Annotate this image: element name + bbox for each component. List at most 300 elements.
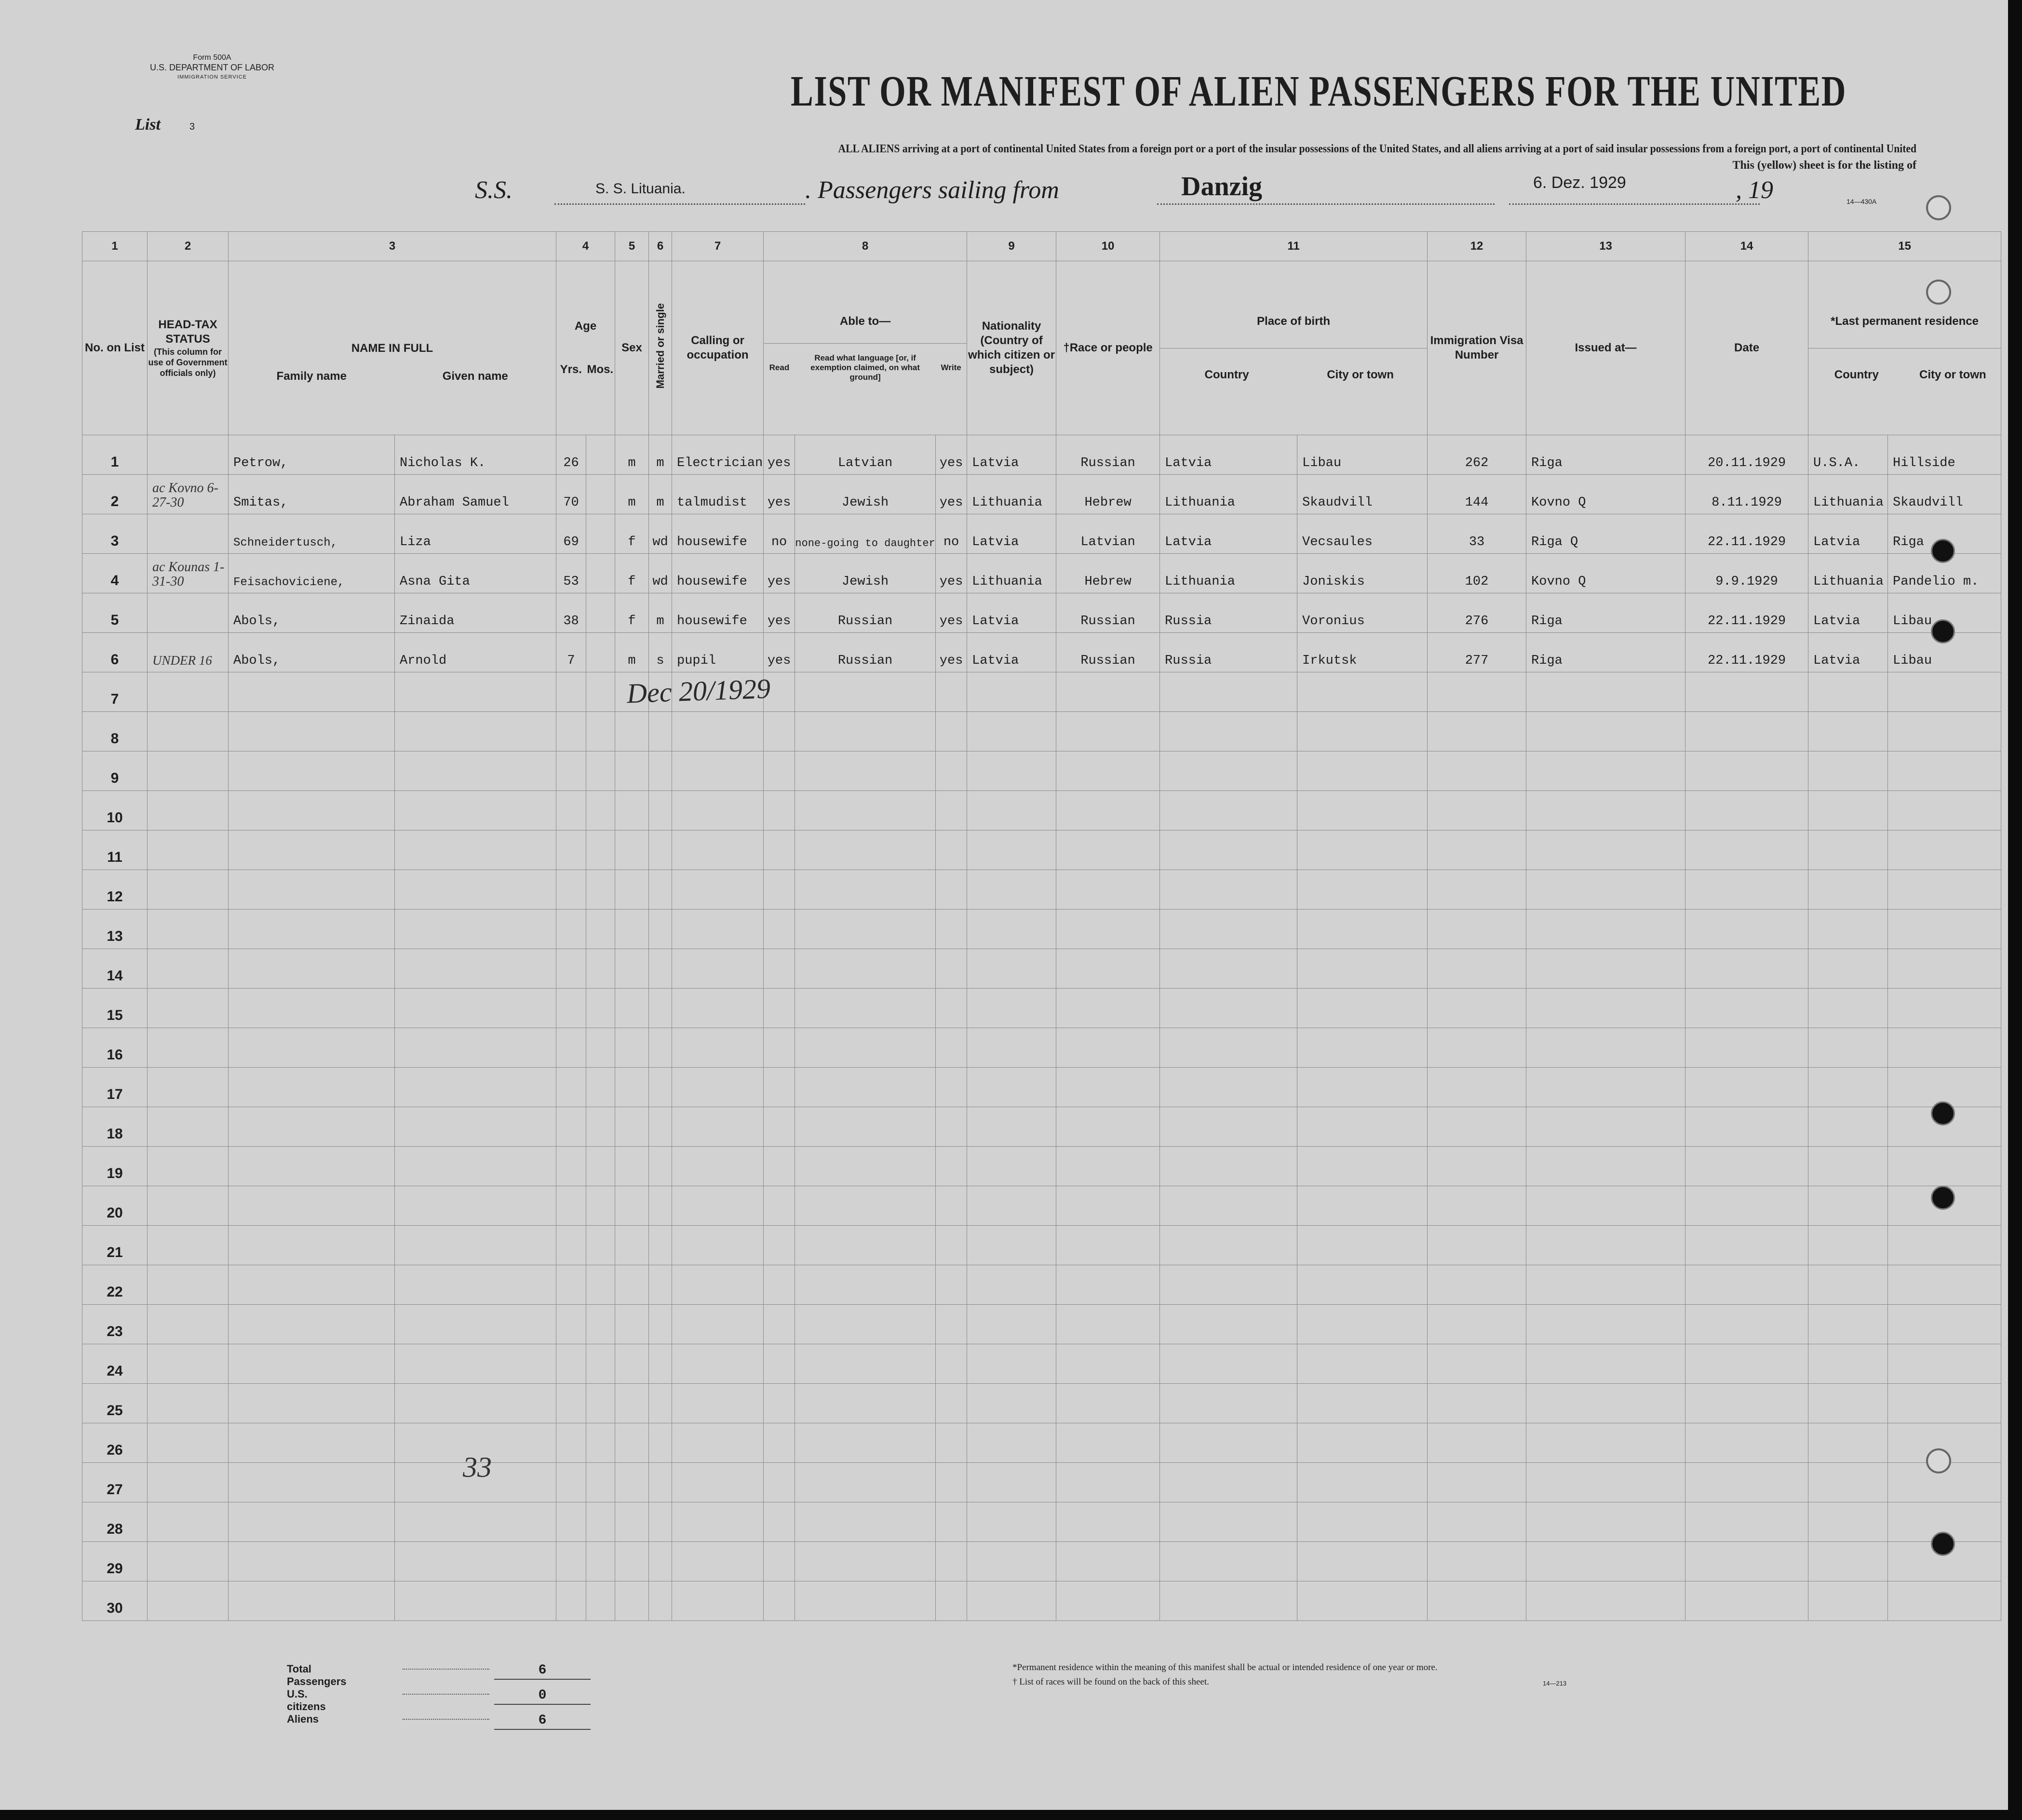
row-number: 9 xyxy=(82,751,148,791)
age-months xyxy=(586,554,615,593)
residence-city: Libau xyxy=(1888,593,2001,633)
empty-cell xyxy=(649,1581,672,1621)
department: U.S. DEPARTMENT OF LABOR xyxy=(149,63,275,72)
empty-cell xyxy=(764,989,795,1028)
empty-cell xyxy=(1808,1542,1888,1581)
empty-cell xyxy=(1056,910,1160,949)
empty-cell xyxy=(795,1384,936,1423)
empty-cell xyxy=(1526,712,1685,751)
empty-cell xyxy=(1297,751,1428,791)
empty-cell xyxy=(586,1028,615,1068)
col-number: 7 xyxy=(672,232,764,261)
empty-cell xyxy=(556,830,586,870)
empty-cell xyxy=(967,1463,1056,1502)
port-dotted-line xyxy=(1157,203,1495,205)
empty-cell xyxy=(649,1265,672,1305)
empty-cell xyxy=(615,1265,649,1305)
nationality: Latvia xyxy=(967,514,1056,554)
row-number: 15 xyxy=(82,989,148,1028)
empty-cell xyxy=(1685,1265,1808,1305)
col-number: 8 xyxy=(764,232,967,261)
head-tax-status xyxy=(148,435,229,475)
marital-status: s xyxy=(649,633,672,672)
empty-cell xyxy=(615,1463,649,1502)
page-mark: 33 xyxy=(463,1451,492,1483)
empty-cell xyxy=(1056,751,1160,791)
visa-date: 22.11.1929 xyxy=(1685,633,1808,672)
empty-cell xyxy=(1160,1186,1297,1226)
empty-cell xyxy=(148,1542,229,1581)
list-label: List xyxy=(135,116,161,134)
empty-cell xyxy=(967,949,1056,989)
form-info xyxy=(135,53,289,82)
empty-cell xyxy=(672,751,764,791)
row-number: 18 xyxy=(82,1107,148,1147)
empty-cell xyxy=(148,989,229,1028)
empty-cell xyxy=(649,1384,672,1423)
empty-cell xyxy=(1297,1581,1428,1621)
empty-cell xyxy=(1428,751,1526,791)
empty-cell xyxy=(229,1186,395,1226)
empty-cell xyxy=(967,989,1056,1028)
empty-cell xyxy=(586,1107,615,1147)
departure-port: Danzig xyxy=(1181,172,1262,201)
empty-cell xyxy=(967,1542,1056,1581)
empty-cell xyxy=(672,870,764,910)
empty-cell xyxy=(649,1028,672,1068)
empty-cell xyxy=(1428,1502,1526,1542)
empty-cell xyxy=(586,1542,615,1581)
empty-cell xyxy=(1297,910,1428,949)
empty-cell xyxy=(764,910,795,949)
empty-cell xyxy=(1160,1463,1297,1502)
empty-cell xyxy=(1297,712,1428,751)
empty-cell xyxy=(1526,1147,1685,1186)
can-read: yes xyxy=(764,554,795,593)
empty-cell xyxy=(795,1502,936,1542)
empty-row xyxy=(82,791,2001,830)
family-name: Abols, xyxy=(229,633,395,672)
residence-country: Lithuania xyxy=(1808,554,1888,593)
empty-cell xyxy=(395,1542,556,1581)
visa-date: 22.11.1929 xyxy=(1685,593,1808,633)
row-number: 23 xyxy=(82,1305,148,1344)
visa-date: 9.9.1929 xyxy=(1685,554,1808,593)
service: IMMIGRATION SERVICE xyxy=(177,74,247,80)
empty-cell xyxy=(1297,1423,1428,1463)
empty-cell xyxy=(1428,1265,1526,1305)
empty-cell xyxy=(229,949,395,989)
empty-cell xyxy=(586,1305,615,1344)
empty-cell xyxy=(1526,1226,1685,1265)
marital-status: m xyxy=(649,593,672,633)
empty-cell xyxy=(1428,1107,1526,1147)
empty-cell xyxy=(1685,1305,1808,1344)
row-number: 19 xyxy=(82,1147,148,1186)
empty-cell xyxy=(1685,1028,1808,1068)
passenger-row xyxy=(82,435,2001,475)
able-to-label: Able to— xyxy=(839,314,891,328)
empty-cell xyxy=(1160,830,1297,870)
marital-status: m xyxy=(649,435,672,475)
empty-cell xyxy=(615,910,649,949)
empty-cell xyxy=(1428,791,1526,830)
residence-city: Skaudvill xyxy=(1888,475,2001,514)
empty-cell xyxy=(586,1186,615,1226)
empty-cell xyxy=(615,1068,649,1107)
issued-at: Kovno Q xyxy=(1526,475,1685,514)
year-prefix: , 19 xyxy=(1736,176,1773,204)
list-number: 3 xyxy=(189,121,195,132)
header-race: †Race or people xyxy=(1056,261,1160,435)
race: Hebrew xyxy=(1056,554,1160,593)
empty-cell xyxy=(936,989,967,1028)
empty-cell xyxy=(649,1147,672,1186)
empty-cell xyxy=(615,1423,649,1463)
birth-city: Voronius xyxy=(1297,593,1428,633)
empty-cell xyxy=(1808,1423,1888,1463)
empty-cell xyxy=(967,1384,1056,1423)
empty-cell xyxy=(1160,989,1297,1028)
empty-cell xyxy=(1888,1265,2001,1305)
empty-cell xyxy=(395,1581,556,1621)
empty-row xyxy=(82,830,2001,870)
issued-at: Riga Q xyxy=(1526,514,1685,554)
col-number: 11 xyxy=(1160,232,1428,261)
empty-cell xyxy=(1685,712,1808,751)
empty-cell xyxy=(395,1226,556,1265)
empty-cell xyxy=(1808,989,1888,1028)
empty-cell xyxy=(672,1265,764,1305)
residence-city: Riga xyxy=(1888,514,2001,554)
empty-cell xyxy=(672,712,764,751)
empty-row xyxy=(82,1147,2001,1186)
empty-cell xyxy=(148,1344,229,1384)
can-write: yes xyxy=(936,554,967,593)
empty-cell xyxy=(936,1028,967,1068)
empty-cell xyxy=(395,989,556,1028)
total-value: 6 xyxy=(494,1713,591,1730)
empty-cell xyxy=(764,1384,795,1423)
empty-cell xyxy=(764,1186,795,1226)
empty-cell xyxy=(967,672,1056,712)
issued-at: Kovno Q xyxy=(1526,554,1685,593)
empty-cell xyxy=(586,712,615,751)
empty-cell xyxy=(1808,1147,1888,1186)
empty-cell xyxy=(1808,1265,1888,1305)
empty-cell xyxy=(1888,1344,2001,1384)
read-language: Latvian xyxy=(795,435,936,475)
empty-cell xyxy=(672,989,764,1028)
empty-cell xyxy=(1526,1344,1685,1384)
visa-number: 102 xyxy=(1428,554,1526,593)
col-number: 13 xyxy=(1526,232,1685,261)
can-read: no xyxy=(764,514,795,554)
empty-cell xyxy=(1808,1344,1888,1384)
empty-cell xyxy=(764,1423,795,1463)
empty-cell xyxy=(672,1502,764,1542)
empty-cell xyxy=(795,751,936,791)
empty-row xyxy=(82,989,2001,1028)
empty-cell xyxy=(672,1581,764,1621)
empty-cell xyxy=(1056,989,1160,1028)
empty-cell xyxy=(556,1028,586,1068)
empty-cell xyxy=(586,1068,615,1107)
empty-cell xyxy=(1297,1384,1428,1423)
empty-cell xyxy=(795,1028,936,1068)
visa-number: 277 xyxy=(1428,633,1526,672)
empty-cell xyxy=(556,1384,586,1423)
empty-cell xyxy=(1056,1542,1160,1581)
empty-cell xyxy=(395,910,556,949)
empty-cell xyxy=(1685,870,1808,910)
empty-cell xyxy=(229,910,395,949)
empty-cell xyxy=(1888,1384,2001,1423)
empty-cell xyxy=(764,1581,795,1621)
empty-cell xyxy=(936,1502,967,1542)
header-head-tax xyxy=(148,261,229,435)
can-write: yes xyxy=(936,475,967,514)
empty-cell xyxy=(1160,1502,1297,1542)
col-number: 12 xyxy=(1428,232,1526,261)
empty-cell xyxy=(1056,1107,1160,1147)
empty-cell xyxy=(672,1305,764,1344)
empty-cell xyxy=(395,1384,556,1423)
can-read: yes xyxy=(764,475,795,514)
empty-cell xyxy=(395,712,556,751)
empty-cell xyxy=(936,791,967,830)
empty-cell xyxy=(1297,1344,1428,1384)
family-name: Petrow, xyxy=(229,435,395,475)
empty-cell xyxy=(229,1226,395,1265)
empty-cell xyxy=(764,791,795,830)
empty-cell xyxy=(395,1107,556,1147)
empty-cell xyxy=(586,1581,615,1621)
empty-cell xyxy=(1808,1226,1888,1265)
birth-country: Latvia xyxy=(1160,435,1297,475)
empty-cell xyxy=(148,712,229,751)
empty-cell xyxy=(1160,712,1297,751)
occupation: Electrician xyxy=(672,435,764,475)
subtitle-line-1: ALL ALIENS arriving at a port of continental United States from a foreign port or a port of the insular possessions of the United States, and all aliens arriving at a port of said insular possessions from a foreign port, a port of continental United xyxy=(838,143,1916,155)
empty-cell xyxy=(764,1107,795,1147)
empty-cell xyxy=(1056,791,1160,830)
footnotes xyxy=(1012,1660,1438,1689)
empty-cell xyxy=(229,1542,395,1581)
empty-cell xyxy=(1808,1502,1888,1542)
manifest-table xyxy=(82,231,2001,1621)
empty-cell xyxy=(1685,1502,1808,1542)
empty-cell xyxy=(556,1542,586,1581)
empty-cell xyxy=(1428,1463,1526,1502)
birth-city: Joniskis xyxy=(1297,554,1428,593)
empty-cell xyxy=(936,1463,967,1502)
empty-cell xyxy=(1056,1226,1160,1265)
empty-cell xyxy=(1685,989,1808,1028)
age-years: 38 xyxy=(556,593,586,633)
page-title: LIST OR MANIFEST OF ALIEN PASSENGERS FOR THE UNITED xyxy=(791,67,1847,115)
empty-cell xyxy=(1056,1423,1160,1463)
empty-cell xyxy=(1808,1186,1888,1226)
empty-cell xyxy=(1526,1463,1685,1502)
empty-cell xyxy=(1685,1226,1808,1265)
empty-cell xyxy=(936,1542,967,1581)
empty-cell xyxy=(672,1107,764,1147)
row-number: 29 xyxy=(82,1542,148,1581)
empty-cell xyxy=(586,751,615,791)
empty-row xyxy=(82,1305,2001,1344)
race: Russian xyxy=(1056,435,1160,475)
last-residence-label: *Last permanent residence xyxy=(1831,314,1979,328)
empty-cell xyxy=(672,830,764,870)
empty-cell xyxy=(672,1186,764,1226)
empty-row xyxy=(82,751,2001,791)
passenger-row xyxy=(82,593,2001,633)
empty-cell xyxy=(615,1305,649,1344)
empty-cell xyxy=(1297,1107,1428,1147)
empty-cell xyxy=(795,1423,936,1463)
empty-cell xyxy=(936,830,967,870)
visa-date: 20.11.1929 xyxy=(1685,435,1808,475)
col-number: 3 xyxy=(229,232,556,261)
sailing-text: . Passengers sailing from xyxy=(805,176,1059,204)
empty-cell xyxy=(1297,1502,1428,1542)
row-number: 21 xyxy=(82,1226,148,1265)
empty-cell xyxy=(148,1305,229,1344)
empty-cell xyxy=(1526,1186,1685,1226)
empty-cell xyxy=(1526,1581,1685,1621)
empty-cell xyxy=(795,712,936,751)
empty-cell xyxy=(395,1068,556,1107)
read-language: Jewish xyxy=(795,554,936,593)
empty-cell xyxy=(148,1028,229,1068)
empty-cell xyxy=(967,910,1056,949)
visa-number: 276 xyxy=(1428,593,1526,633)
empty-cell xyxy=(556,949,586,989)
empty-cell xyxy=(967,1265,1056,1305)
empty-cell xyxy=(1888,830,2001,870)
empty-cell xyxy=(1160,751,1297,791)
empty-cell xyxy=(936,1107,967,1147)
header-write: Write xyxy=(941,362,961,372)
empty-cell xyxy=(1297,1265,1428,1305)
passenger-no: 5 xyxy=(82,593,148,633)
empty-cell xyxy=(672,1384,764,1423)
empty-cell xyxy=(649,1423,672,1463)
empty-cell xyxy=(395,949,556,989)
race: Russian xyxy=(1056,633,1160,672)
empty-cell xyxy=(615,1107,649,1147)
empty-cell xyxy=(556,1423,586,1463)
empty-cell xyxy=(229,1068,395,1107)
given-name: Abraham Samuel xyxy=(395,475,556,514)
empty-cell xyxy=(1428,949,1526,989)
given-name: Liza xyxy=(395,514,556,554)
empty-cell xyxy=(1297,672,1428,712)
row-number: 24 xyxy=(82,1344,148,1384)
subtitle xyxy=(412,141,1916,174)
empty-cell xyxy=(148,1147,229,1186)
empty-row xyxy=(82,1107,2001,1147)
empty-cell xyxy=(967,1028,1056,1068)
empty-cell xyxy=(615,1384,649,1423)
marital-status: m xyxy=(649,475,672,514)
empty-row xyxy=(82,1384,2001,1423)
empty-cell xyxy=(556,1581,586,1621)
ss-prefix: S.S. xyxy=(475,176,512,204)
empty-cell xyxy=(615,870,649,910)
age-label: Age xyxy=(574,320,597,333)
empty-cell xyxy=(586,989,615,1028)
empty-cell xyxy=(395,1502,556,1542)
age-years: 26 xyxy=(556,435,586,475)
col-number: 6 xyxy=(649,232,672,261)
age-months xyxy=(586,633,615,672)
read-language: Russian xyxy=(795,633,936,672)
empty-row xyxy=(82,1028,2001,1068)
empty-cell xyxy=(1160,910,1297,949)
empty-cell xyxy=(148,1068,229,1107)
row-number: 20 xyxy=(82,1186,148,1226)
empty-cell xyxy=(764,751,795,791)
col-number: 15 xyxy=(1808,232,2001,261)
empty-cell xyxy=(395,1186,556,1226)
empty-cell xyxy=(148,1581,229,1621)
header-family-name: Family name xyxy=(276,370,347,383)
empty-cell xyxy=(615,1581,649,1621)
empty-cell xyxy=(1297,1305,1428,1344)
empty-cell xyxy=(1808,1068,1888,1107)
race: Latvian xyxy=(1056,514,1160,554)
empty-cell xyxy=(148,1265,229,1305)
nationality: Latvia xyxy=(967,435,1056,475)
sex: m xyxy=(615,633,649,672)
empty-cell xyxy=(1526,1542,1685,1581)
empty-cell xyxy=(1888,712,2001,751)
race: Hebrew xyxy=(1056,475,1160,514)
empty-cell xyxy=(229,830,395,870)
visa-number: 144 xyxy=(1428,475,1526,514)
marital-status: wd xyxy=(649,514,672,554)
married-label: Married or single xyxy=(654,303,666,389)
empty-cell xyxy=(967,791,1056,830)
empty-cell xyxy=(1160,1305,1297,1344)
empty-cell xyxy=(649,949,672,989)
empty-cell xyxy=(615,751,649,791)
empty-row xyxy=(82,1502,2001,1542)
empty-cell xyxy=(395,1265,556,1305)
empty-cell xyxy=(1428,672,1526,712)
empty-cell xyxy=(1685,751,1808,791)
empty-cell xyxy=(556,1463,586,1502)
occupation: housewife xyxy=(672,554,764,593)
empty-cell xyxy=(1160,1344,1297,1384)
can-write: yes xyxy=(936,435,967,475)
empty-cell xyxy=(615,989,649,1028)
empty-cell xyxy=(936,1186,967,1226)
binder-hole xyxy=(1926,1448,1951,1473)
empty-cell xyxy=(649,1226,672,1265)
empty-cell xyxy=(967,1423,1056,1463)
occupation: talmudist xyxy=(672,475,764,514)
empty-cell xyxy=(1808,830,1888,870)
empty-cell xyxy=(764,1305,795,1344)
empty-cell xyxy=(936,1226,967,1265)
name-in-full-label: NAME IN FULL xyxy=(351,342,433,355)
empty-cell xyxy=(1685,1107,1808,1147)
empty-cell xyxy=(1526,1265,1685,1305)
header-able-to xyxy=(764,261,967,435)
